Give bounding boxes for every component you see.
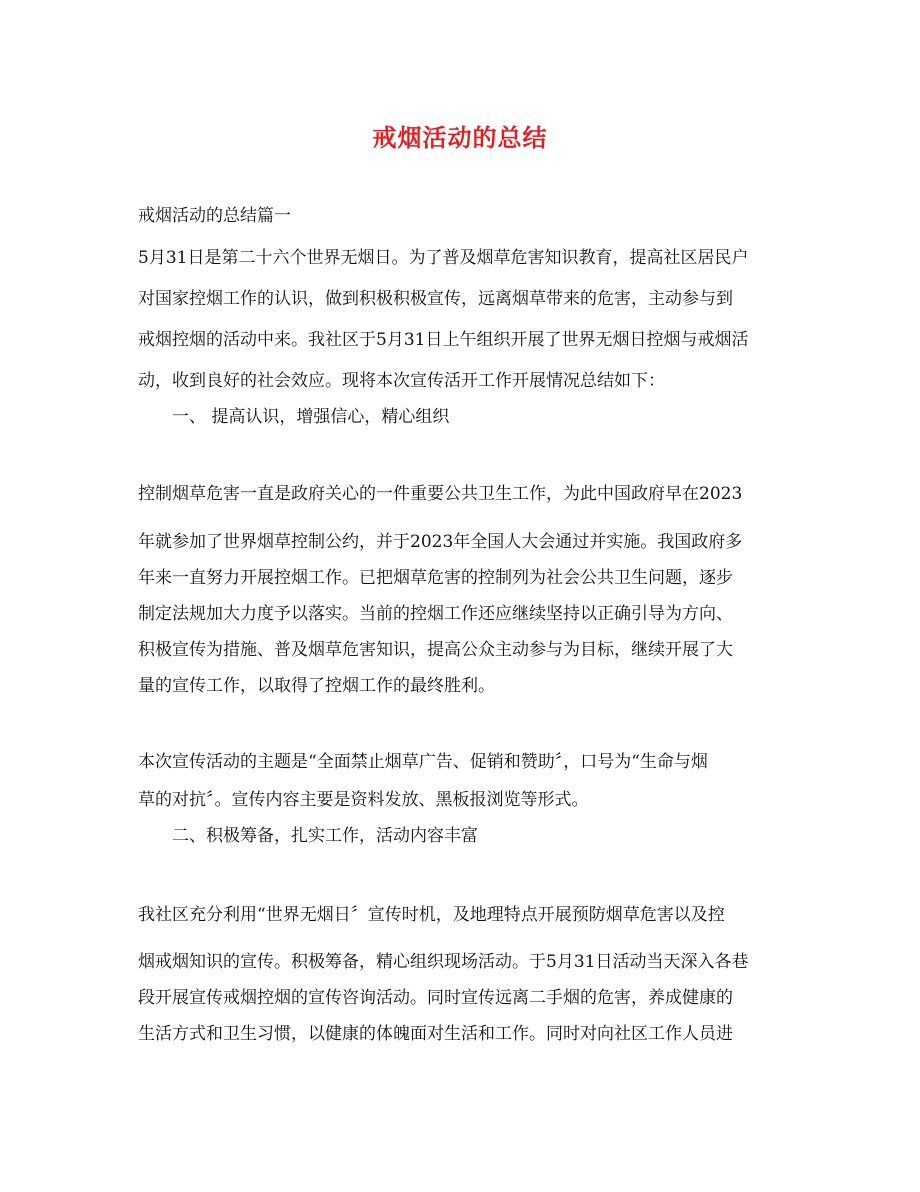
paragraph-line: 戒烟控烟的活动中来。我社区于5月31日上午组织开展了世界无烟日控烟与戒烟活 — [138, 330, 749, 350]
subheading: 一、 提高认识，增强信心，精心组织 — [172, 407, 450, 427]
paragraph-line: 对国家控烟工作的认识，做到积极积极宣传，远离烟草带来的危害，主动参与到 — [138, 289, 733, 309]
paragraph-line: 烟戒烟知识的宣传。积极筹备，精心组织现场活动。于5月31日活动当天深入各巷 — [138, 952, 749, 972]
paragraph-line: 控制烟草危害一直是政府关心的一件重要公共卫生工作，为此中国政府早在2023 — [138, 484, 743, 504]
document-title: 戒烟活动的总结 — [372, 123, 548, 152]
paragraph-line: 动，收到良好的社会效应。现将本次宣传活开工作开展情况总结如下： — [138, 371, 665, 391]
paragraph-line: 5月31日是第二十六个世界无烟日。为了普及烟草危害知识教育，提高社区居民户 — [138, 248, 749, 268]
paragraph-line: 量的宣传工作，以取得了控烟工作的最终胜利。 — [138, 676, 495, 696]
section-heading: 戒烟活动的总结篇一 — [138, 206, 291, 226]
paragraph-line: 我社区充分利用“世界无烟日〞宣传时机，及地理特点开展预防烟草危害以及控 — [138, 905, 725, 925]
paragraph-line: 草的对抗〞。宣传内容主要是资料发放、黑板报浏览等形式。 — [138, 790, 589, 810]
paragraph-line: 年来一直努力开展控烟工作。已把烟草危害的控制列为社会公共卫生问题，逐步 — [138, 568, 733, 588]
paragraph-line: 年就参加了世界烟草控制公约，并于2023年全国人大会通过并实施。我国政府多 — [138, 532, 743, 552]
paragraph-line: 本次宣传活动的主题是“全面禁止烟草广告、促销和赞助〞，口号为“生命与烟 — [138, 752, 708, 772]
paragraph-line: 段开展宣传戒烟控烟的宣传咨询活动。同时宣传远离二手烟的危害，养成健康的 — [138, 988, 733, 1008]
subheading: 二、积极筹备，扎实工作，活动内容丰富 — [172, 826, 478, 846]
paragraph-line: 制定法规加大力度予以落实。当前的控烟工作还应继续坚持以正确引导为方向、 — [138, 604, 733, 624]
paragraph-line: 积极宣传为措施、普及烟草危害知识，提高公众主动参与为目标，继续开展了大 — [138, 640, 733, 660]
paragraph-line: 生活方式和卫生习惯，以健康的体魄面对生活和工作。同时对向社区工作人员进 — [138, 1024, 733, 1044]
